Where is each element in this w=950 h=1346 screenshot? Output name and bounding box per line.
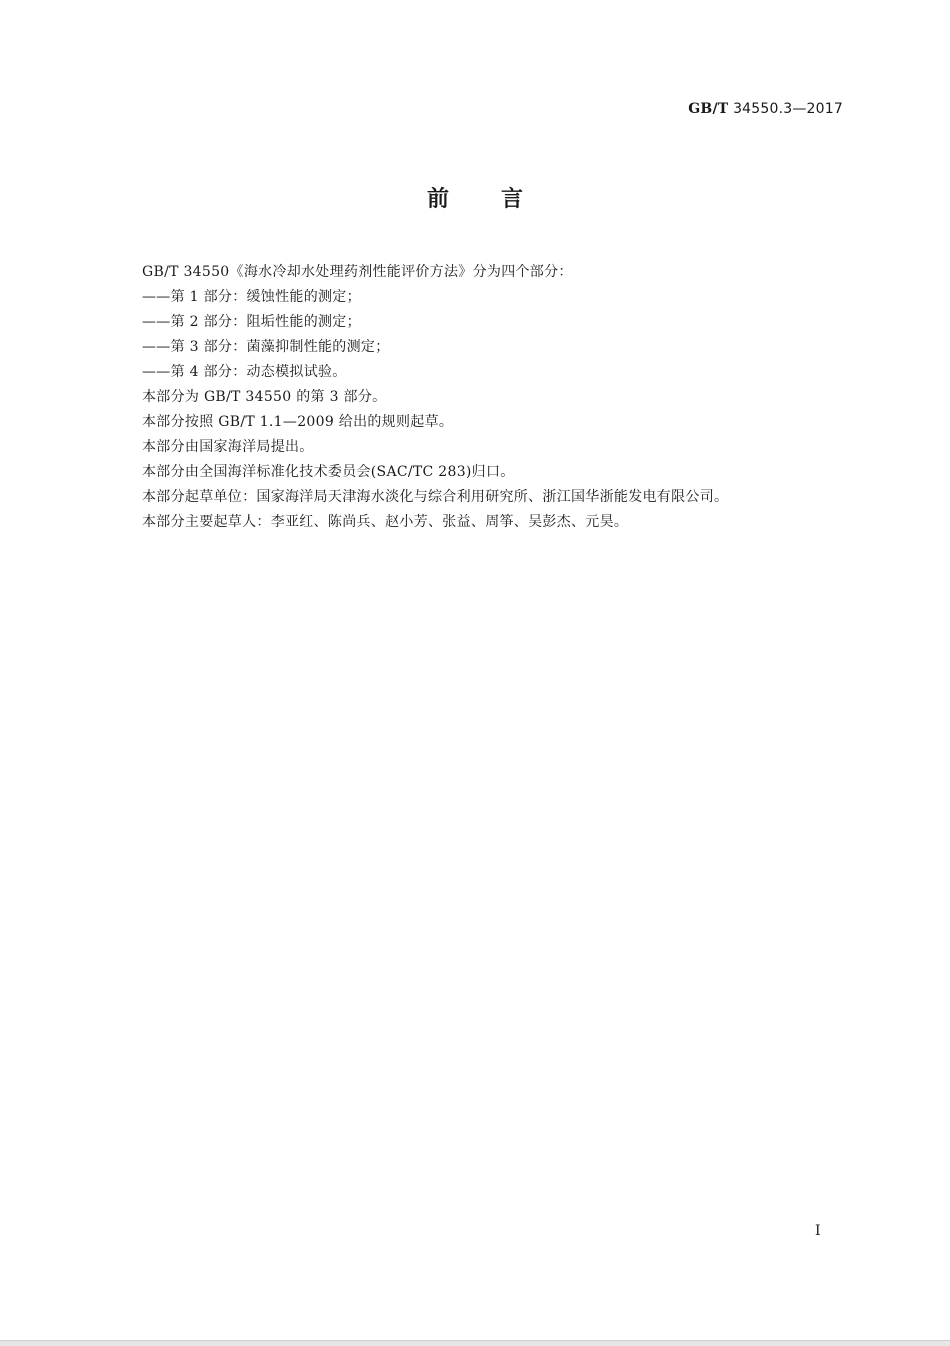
foreword-body	[142, 260, 842, 535]
committee-statement: 本部分由全国海洋标准化技术委员会(SAC/TC 283)归口。	[142, 464, 515, 480]
drafting-rules-statement: 本部分按照 GB/T 1.1—2009 给出的规则起草。	[142, 414, 454, 430]
page-title: 前言	[426, 187, 575, 212]
list-item-part-2: ——第 2 部分：阻垢性能的测定；	[142, 314, 361, 330]
list-item-part-4: ——第 4 部分：动态模拟试验。	[142, 364, 347, 380]
standard-number: 34550.3—2017	[733, 101, 843, 117]
list-item-part-3: ——第 3 部分：菌藻抑制性能的测定；	[142, 339, 390, 355]
list-item-part-1: ——第 1 部分：缓蚀性能的测定；	[142, 289, 361, 305]
part-statement: 本部分为 GB/T 34550 的第 3 部分。	[142, 389, 387, 405]
page-number: I	[815, 1223, 821, 1239]
standard-prefix: GB/T	[688, 101, 729, 117]
drafting-units-statement: 本部分起草单位：国家海洋局天津海水淡化与综合利用研究所、浙江国华浙能发电有限公司。	[142, 489, 729, 505]
intro-paragraph: GB/T 34550《海水冷却水处理药剂性能评价方法》分为四个部分：	[142, 264, 573, 280]
proposer-statement: 本部分由国家海洋局提出。	[142, 439, 314, 455]
drafters-statement: 本部分主要起草人：李亚红、陈尚兵、赵小芳、张益、周筝、吴彭杰、元昊。	[142, 514, 629, 530]
page-bottom-edge	[0, 1340, 950, 1346]
standard-code-header	[688, 101, 843, 117]
